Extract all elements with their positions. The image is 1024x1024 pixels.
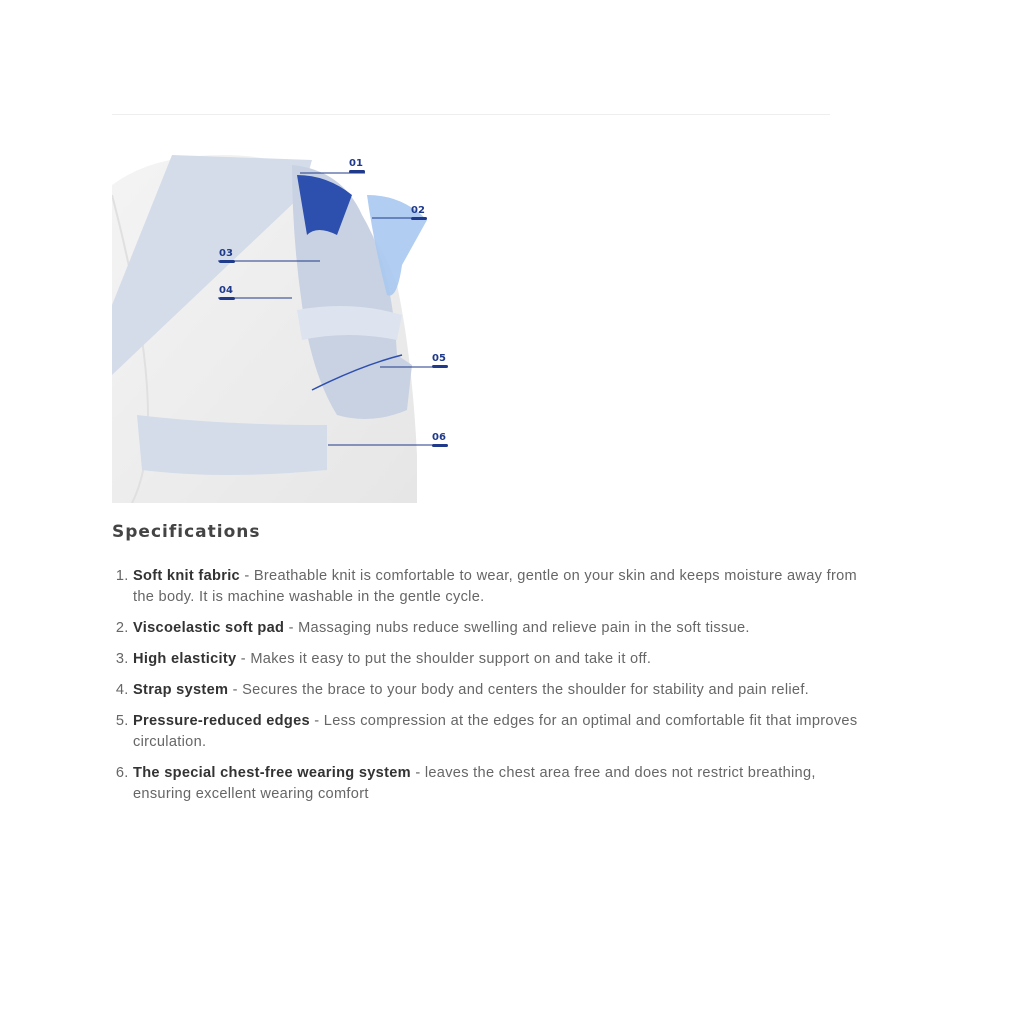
top-divider xyxy=(112,114,830,115)
callout-label: 03 xyxy=(219,248,233,259)
callout-05 xyxy=(432,353,448,368)
callout-label: 06 xyxy=(432,432,446,443)
spec-item xyxy=(133,566,863,608)
spec-name: Soft knit fabric xyxy=(133,568,240,584)
spec-item xyxy=(133,680,863,701)
specifications-list xyxy=(112,566,863,815)
callout-04 xyxy=(219,285,235,300)
spec-name: The special chest-free wearing system xyxy=(133,765,411,781)
callout-label: 04 xyxy=(219,285,233,296)
shoulder-brace-illustration xyxy=(112,125,462,503)
specifications-heading: Specifications xyxy=(112,522,261,542)
spec-text: - Makes it easy to put the shoulder support on and take it off. xyxy=(236,651,652,667)
spec-name: Strap system xyxy=(133,682,229,698)
spec-item xyxy=(133,649,863,670)
spec-name: High elasticity xyxy=(133,651,237,667)
spec-text: - Breathable knit is comfortable to wear, gentle on your skin and keeps moisture away from the body. It is machine washable in the gentle cycle. xyxy=(133,568,857,605)
callout-label: 05 xyxy=(432,353,446,364)
spec-text: - Less compression at the edges for an optimal and comfortable fit that improves circulation. xyxy=(133,713,858,750)
spec-item xyxy=(133,711,863,753)
spec-text: - Massaging nubs reduce swelling and relieve pain in the soft tissue. xyxy=(284,620,750,636)
callout-label: 01 xyxy=(349,158,363,169)
spec-text: - Secures the brace to your body and centers the shoulder for stability and pain relief. xyxy=(228,682,810,698)
spec-item xyxy=(133,618,863,639)
spec-item xyxy=(133,763,863,805)
callout-01 xyxy=(349,158,365,173)
callout-06 xyxy=(432,432,448,447)
callout-label: 02 xyxy=(411,205,425,216)
brace-drawing xyxy=(112,125,462,503)
callout-03 xyxy=(219,248,235,263)
callout-02 xyxy=(411,205,427,220)
spec-name: Viscoelastic soft pad xyxy=(133,620,285,636)
spec-text: - leaves the chest area free and does not restrict breathing, ensuring excellent wearing comfort xyxy=(133,765,816,802)
spec-name: Pressure-reduced edges xyxy=(133,713,310,729)
